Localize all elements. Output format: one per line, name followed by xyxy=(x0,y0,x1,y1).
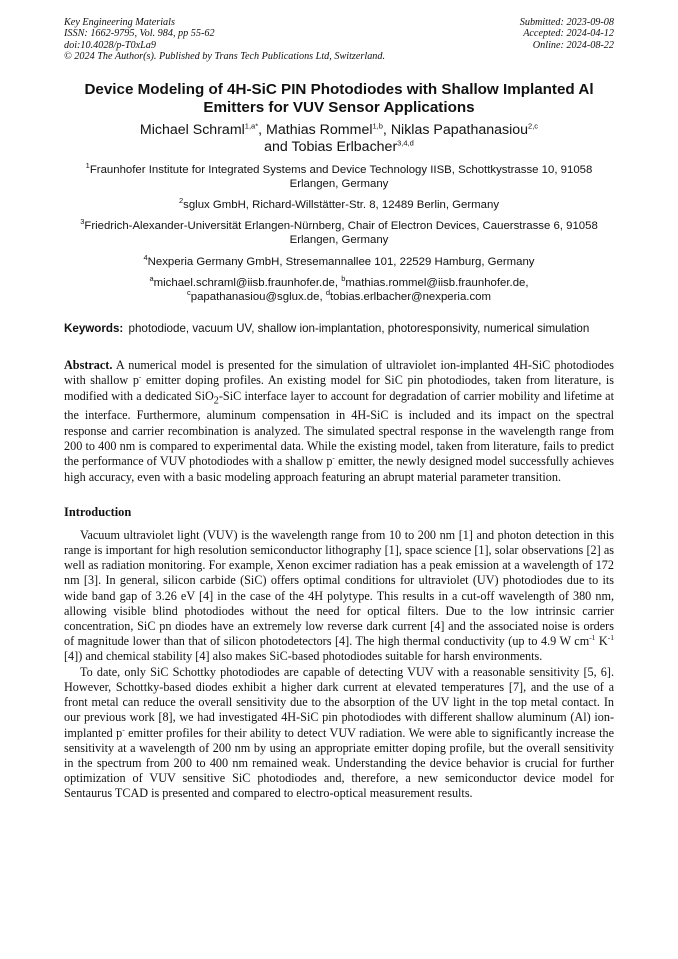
introduction-paragraph xyxy=(64,528,614,665)
abstract-text: A numerical model is presented for the simulation of ultraviolet ion-implanted 4H-SiC photodiodes with shallow p xyxy=(64,358,615,388)
submitted-date: Submitted: 2023-09-08 xyxy=(519,17,614,28)
keywords-label: Keywords: xyxy=(64,322,124,336)
affiliation-number: 1 xyxy=(85,160,90,170)
journal-info xyxy=(64,17,385,63)
copyright: © 2024 The Author(s). Published by Trans Tech Publications Ltd, Switzerland. xyxy=(64,51,386,63)
introduction-paragraph xyxy=(64,665,614,802)
paragraph-text: emitter profiles for their ability to detect VUV radiation. We were able to significantly increase the sensitivity at a wavelength of 200 nm by using an appropriate emitter doping profile, but the overall sensitivity in the spectrum from 200 to 400 nm remained weak. Understanding the device behavior is crucial for further optimization of VUV sensitive SiC photodiodes and, therefore, a new semiconductor device model for Sentaurus TCAD is presented and compared to electro-optical measurement results. xyxy=(64,725,614,801)
superscript: - xyxy=(138,372,142,382)
author-name: Mathias Rommel xyxy=(266,121,373,138)
affiliation-number: 3 xyxy=(80,217,85,227)
accepted-date: Accepted: 2024-04-12 xyxy=(523,28,614,40)
abstract xyxy=(64,358,614,485)
keywords-text: photodiode, vacuum UV, shallow ion-implantation, photoresponsivity, numerical simulation xyxy=(128,322,590,336)
author-affil-sup: 3,4,d xyxy=(397,138,414,148)
email-line xyxy=(64,276,614,290)
publication-header xyxy=(64,17,614,63)
affiliation-text: Nexperia Germany GmbH, Stresemannallee 101, 22529 Hamburg, Germany xyxy=(147,255,535,268)
author-affil-sup: 2,c xyxy=(528,120,539,130)
author-name: Niklas Papathanasiou xyxy=(390,121,529,138)
affiliation-list xyxy=(64,160,614,269)
author-separator: , xyxy=(382,121,391,138)
email-mark: d xyxy=(325,288,330,298)
email-list xyxy=(64,276,614,304)
paragraph-text: Vacuum ultraviolet light (VUV) is the wavelength range from 10 to 200 nm [1] and photon detection in this range is important for high resolution semiconductor lithography [1], space science [1], solar observations [2] as well as radiation monitoring. For example, Xenon excimer radiation has a peak emission at a wavelength of 172 nm [3]. In general, silicon carbide (SiC) offers optimal conditions for ultraviolet (UV) photodiodes due to its wide band gap of 3.26 eV [4] in the case of the 4H polytype. This results in a cut-off wavelength of 380 nm, allowing visible blind photodiodes without the need for optical filters. Due to the low intrinsic carrier concentration, SiC pn diodes have an extremely low reverse dark current [4] and the associated noise is orders of magnitude lower than that of silicon photodetectors [4]. The high thermal conductivity (up to 4.9 W cm xyxy=(64,527,614,649)
affiliation xyxy=(74,160,604,191)
affiliation-number: 4 xyxy=(143,252,148,262)
section-heading-introduction: Introduction xyxy=(64,504,132,519)
online-date: Online: 2024-08-22 xyxy=(532,39,614,51)
journal-name: Key Engineering Materials xyxy=(64,17,175,28)
affiliation-number: 2 xyxy=(178,196,184,206)
paragraph-text: K xyxy=(595,634,608,649)
affiliation xyxy=(74,252,604,269)
email-link[interactable]: tobias.erlbacher@nexperia.com xyxy=(329,291,491,304)
doi: doi:10.4028/p-T0xLa9 xyxy=(64,39,156,51)
author-name: Tobias Erlbacher xyxy=(291,139,398,156)
affiliation-text: Friedrich-Alexander-Universität Erlangen-Nürnberg, Chair of Electron Devices, Cauerstrasse 6, 91058 Erlangen, Germany xyxy=(84,220,598,247)
paragraph-text: To date, only SiC Schottky photodiodes are capable of detecting VUV with a reasonable sensitivity [5, 6]. However, Schottky-based diodes exhibit a higher dark current at elevated temperatures [7], and the use of a front metal can reduce the overall sensitivity due to the absorption of the UV light in the top metal contact. In our previous work [8], we had investigated 4H-SiC pin photodiodes with different shallow aluminum (Al) ion-implanted p xyxy=(64,664,614,740)
email-line xyxy=(64,290,614,304)
subscript: 2 xyxy=(213,395,219,407)
affiliation-text: sglux GmbH, Richard-Willstätter-Str. 8, 12489 Berlin, Germany xyxy=(183,199,500,212)
author-affil-sup: 1,b xyxy=(372,120,383,130)
author-separator: and xyxy=(264,139,292,156)
email-mark: c xyxy=(187,288,191,298)
abstract-label: Abstract. xyxy=(64,358,113,373)
email-link[interactable]: michael.schraml@iisb.fraunhofer.de, xyxy=(153,276,342,289)
affiliation-text: Fraunhofer Institute for Integrated Systems and Device Technology IISB, Schottkystrasse 10, 91058 Erlangen, Germany xyxy=(89,163,593,190)
abstract-text: emitter, the newly designed model successfully achieves high accuracy, even with a basic modeling approach featuring an abrupt material parameter transition. xyxy=(64,454,614,484)
affiliation xyxy=(74,219,604,247)
author-affil-sup: 1,a* xyxy=(244,120,259,130)
superscript: -1 xyxy=(607,633,614,643)
paragraph-text: [4]) and chemical stability [4] also makes SiC-based photodiodes suitable for harsh environments. xyxy=(64,649,543,664)
email-link[interactable]: papathanasiou@sglux.de, xyxy=(190,291,326,304)
abstract-text: -SiC interface layer to account for degradation of carrier mobility and lifetime at the interface. Furthermore, aluminum compensation in 4H-SiC is included and its impact on the spectral response and carrier recombination is analyzed. The simulated spectral response in the wavelength range from 200 to 400 nm is compared to experimental data. While the existing model, taken from literature, fails to predict the performance of VUV photodiodes with a shallow p xyxy=(64,388,614,469)
email-link[interactable]: mathias.rommel@iisb.fraunhofer.de, xyxy=(345,276,529,289)
issn: ISSN: 1662-9795, Vol. 984, pp 55-62 xyxy=(64,28,215,40)
author-list xyxy=(64,122,614,157)
paper-title: Device Modeling of 4H-SiC PIN Photodiodes with Shallow Implanted Al Emitters for VUV Sensor Applications xyxy=(84,80,594,116)
author-name: Michael Schraml xyxy=(139,121,245,138)
keywords xyxy=(64,322,614,336)
superscript: - xyxy=(332,453,335,463)
publication-dates xyxy=(520,17,614,63)
superscript: - xyxy=(122,724,125,734)
abstract-text: emitter doping profiles. An existing model for SiC pin photodiodes, taken from literature, is modified with a dedicated SiO xyxy=(64,373,614,403)
superscript: -1 xyxy=(589,633,596,643)
author-separator: , xyxy=(258,121,267,138)
email-mark: a xyxy=(149,274,154,284)
affiliation xyxy=(74,198,604,212)
email-mark: b xyxy=(341,274,346,284)
